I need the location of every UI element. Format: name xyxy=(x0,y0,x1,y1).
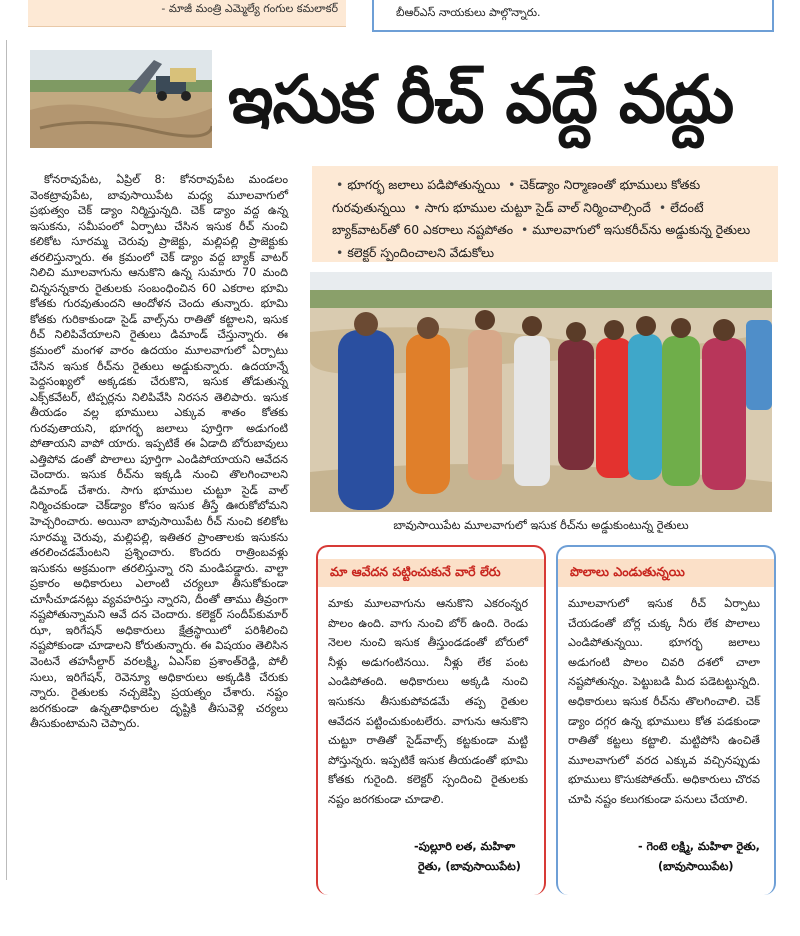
headline: ఇసుక రీచ్ వద్దే వద్దు xyxy=(228,61,734,138)
bullet-icon: • xyxy=(336,177,344,192)
farmer-quote-box-right xyxy=(556,545,776,895)
bullet-icon: • xyxy=(413,199,421,215)
bullet-icon: • xyxy=(336,244,344,260)
article-paragraph: కోనరావుపేట, ఏప్రిల్ 8: కోనరావుపేట మండలం వెంకట్రావుపేట, బావుసాయిపేట మధ్య మూలవాగులో ప్రభుత్వం చెక్ డ్యాం నిర్మిస్తున్నది. చెక్ డ్యాం వద్ద ఉన్న ఇసుకను, సమీపంలో ఏర్పాటు చేసిన ఇసుక రీచ్ నుంచి కలికోట సూరమ్మ చెరువు ప్రాజెక్టు, మల్లిపల్లి ప్రాజెక్టుకు తరలిస్తున్నారు. ఈ క్రమంలో చెక్ డ్యాం వద్ద బ్యాక్ వాటర్ నిలిచి మూలవాగును ఆనుకొని ఉన్న సుమారు 70 మంది చిన్నసన్నకారు రైతులకు సంబంధించిన 60 ఎకరాల భూమి కోతకు గురవుతుందని ఆందోళన చెందు తున్నారు. భూమి కోతకు గురికాకుండా సైడ్ వాల్స్‌ను రాతితో కట్టాలని, ఇసుక రీచ్ నిలిపివేయాలని రైతులు డిమాండ్ చేస్తున్నారు. ఈ క్రమంలో మంగళ వారం ఉదయం మూలవాగులో ఏర్పాటు చేసిన ఇసుక రీచ్‌ను రైతులు అడ్డుకున్నారు. ఉదయాన్నే పెద్దసంఖ్యలో అక్కడకు చేరుకొని, ఇసుక తోడుతున్న ఎక్స్‌కవేటర్, టిప్పర్లను నిలిపివేసి నిరసన తెలిపారు. ఇసుక తీయడం వల్ల భూములు ఎక్కువ శాతం కోతకు గురవుతాయని, భూగర్భ జలాలు పూర్తిగా అడుగంటి పోతాయని వాపో యారు. ఇప్పటికే ఈ ఏడాది బోరుబావులు ఎత్తిపోవ డంతో పొలాలు పూర్తిగా ఎండిపోయాయని ఆవేదన చెందారు. ఇసుక రీచ్‌ను ఇక్కడి నుంచి తొలగించాలని డిమాండ్ చేశారు. సాగు భూముల చుట్టూ సైడ్ వాల్ నిర్మించకుండా చెక్‌డ్యాం కోసం ఇసుక తీస్తే ఊరుకోబోమని హెచ్చరించారు. అయినా బావుసాయిపేట రీచ్ నుంచి కలికోట సూరమ్మ చెరువు, మల్లిపల్లి, ఇతితర ప్రాంతాలకు ఇసుకను తరలించడమేంటని ప్రశ్నించారు. కొందరు రాత్రింబవళ్లు ఇసుకను అక్రమంగా తరలిస్తున్నా రని మండిపడ్డారు. వాల్టా ప్రకారం అధికారులు ఎలాంటి చర్యలూ తీసుకోకుండా చూసీచూడనట్లు వ్యవహరిస్తు న్నారని, దీంతో తాము తీవ్రంగా నష్టపోతున్నామని ఆవే దన చెందారు. కలెక్టర్ సందీప్‌కుమార్ ఝా, ఇరిగేషన్ అధికారులు క్షేత్రస్థాయిలో పరిశీలించి నష్టపోకుండా చూడాలని కోరుతున్నారు. ఈ విషయం తెలిసిన వెంటనే తహసీల్దార్ వరలక్ష్మి, ఏఎస్ఐ ప్రశాంత్‌రెడ్డి, పోలీ సులు, ఇరిగేషన్, రెవెన్యూ అధికారులు అక్కడికి చేరుకు న్నారు. రైతులకు నచ్చజెప్పి ప్రయత్నం చేశారు. నష్టం జరగకుండా ఉన్నతాధికారుల దృష్టికి తీసువెళ్లి చర్యలు తీసుకుంటామని చెప్పారు. xyxy=(30,173,288,731)
quote-box-title: పొలాలు ఎండుతున్నయి xyxy=(570,564,685,579)
bullet-icon: • xyxy=(508,177,516,192)
highlight-item: • మూలవాగులో ఇసుకరీచ్‌ను అడ్డుకున్న రైతులు xyxy=(520,222,751,237)
quote-signature-place: (బావుసాయిపేట) xyxy=(658,860,734,873)
column-divider xyxy=(6,40,7,880)
quote-box-title: మా ఆవేదన పట్టించుకునే వారే లేరు xyxy=(330,564,501,579)
previous-article-footer xyxy=(28,0,346,27)
excavator-scene-image xyxy=(30,50,212,148)
quote-signature: - గెంటె లక్ష్మి, మహిళా రైతు, xyxy=(638,840,760,853)
highlight-item: • లేదంటే బ్యాక్‌వాటర్‌తో 60 ఎకరాలు నష్టపోతం xyxy=(332,199,704,237)
highlight-item: • కలెక్టర్ స్పందించాలని వేడుకోలు xyxy=(336,244,495,260)
highlight-item: • భూగర్భ జలాలు పడిపోతున్నయి xyxy=(336,177,501,192)
bullet-icon: • xyxy=(520,222,529,237)
farmers-protest-image xyxy=(310,272,772,512)
quote-box-body: మూలవాగులో ఇసుక రీచ్ ఏర్పాటు చేయడంతో బోర్ల చుక్క నీరు లేక పొలాలు ఎండిపోతున్నయి. భూగర్భ జలాలు అడుగంటి పొలం చివరి దశలో చాలా నష్టపోతున్నం. పెట్టుబడి మీద పడెటట్టున్నది. అధికారులు ఇసుక రీచ్‌ను తొలగించాలి. చెక్ డ్యాం దగ్గర ఉన్న భూములు కోత పడకుండా రాతితో కట్టలు కట్టాలి. మట్టిపోసి ఉంచితే మూలవాగులో వరద ఎక్కువ వచ్చినప్పుడు భూములు కొసుకపోతయ్. అధికారులు చొరవ చూపి నష్టం కలుగకుండా పనులు చేయాలి. xyxy=(568,597,760,806)
adjacent-article-box xyxy=(372,0,774,32)
bullet-icon: • xyxy=(658,199,667,215)
article-body xyxy=(30,172,288,732)
highlights-box xyxy=(312,166,778,262)
headline-photo xyxy=(30,50,212,148)
main-photo xyxy=(310,272,772,512)
quote-box-title-bar xyxy=(558,559,774,587)
farmer-quote-box-left xyxy=(316,545,546,895)
quote-signature: -పుల్లూరి లత, మహిళా xyxy=(414,840,516,853)
quote-box-title-bar xyxy=(318,559,544,587)
highlight-item: • చెక్‌డ్యాం నిర్మాణంతో భూములు కోతకు గురవుతున్నయి xyxy=(332,177,701,215)
quote-signature-place: రైతు, (బావుసాయిపేట) xyxy=(418,860,521,873)
previous-article-credit: - మాజీ మంత్రి ఎమ్మెల్యే గంగుల కమలాకర్ xyxy=(161,2,338,15)
adjacent-article-text: బీఆర్ఎస్ నాయకులు పాల్గొన్నారు. xyxy=(396,6,541,19)
highlight-item: • సాగు భూముల చుట్టూ సైడ్ వాల్ నిర్మించాల్సిందే xyxy=(413,199,651,215)
quote-box-body: మాకు మూలవాగును ఆనుకొని ఎకరంన్నర పొలం ఉంది. వాగు నుంచి బోర్ ఉంది. రెండు నెలల నుంచి ఇసుక తీస్తుండడంతో బోరులో నీళ్లు అడుగంటినయి. నీళ్లు లేక పంట ఎండిపోతంది. అధికారులు అక్కడి నుంచి ఇసుకను తీసుకుపోవడమే తప్ప రైతుల ఆవేదన పట్టించుకుంటలేరు. వాగును ఆనుకొని చుట్టూ రాతితో సైడ్‌వాల్స్ కట్టకుండా మట్టి పోస్తున్నరు. ఇప్పటికే ఇసుక తీయడంతో భూమి కోతకు గురైంది. కలెక్టర్ స్పందించి రైతులకు నష్టం జరగకుండా చూడాలి. xyxy=(328,597,528,806)
photo-caption: బావుసాయిపేట మూలవాగులో ఇసుక రీచ్‌ను అడ్డుకుంటున్న రైతులు xyxy=(393,518,689,532)
